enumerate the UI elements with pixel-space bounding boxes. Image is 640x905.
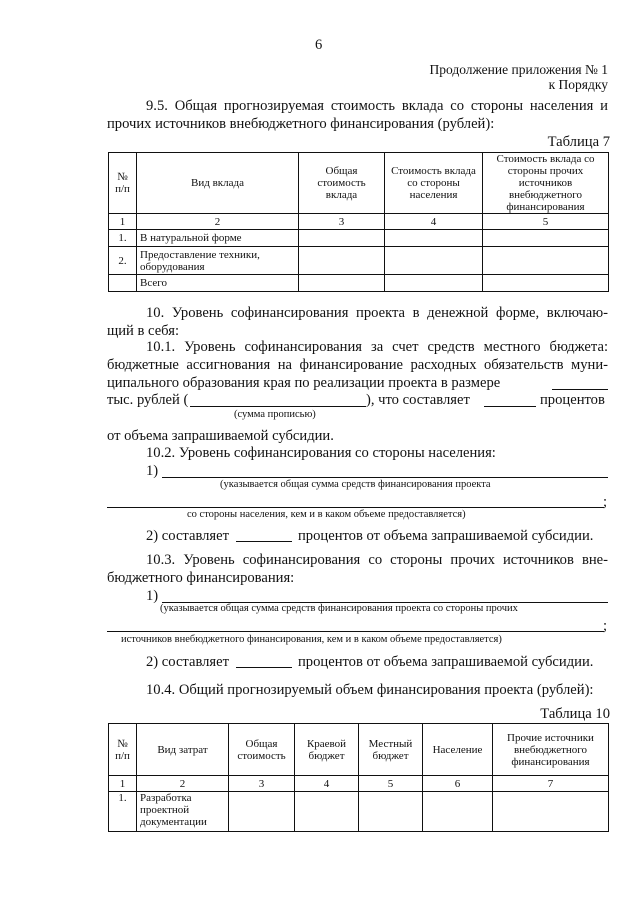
- col-number: 5: [483, 214, 609, 230]
- percent-field[interactable]: [484, 406, 536, 407]
- header-total-cost: Общая стоимость вклада: [299, 153, 385, 214]
- section-10-1-line-4b: ), что составляет: [366, 392, 470, 408]
- header-cost-type: Вид затрат: [137, 724, 229, 776]
- page-number: 6: [315, 37, 323, 53]
- header-regional-budget: Краевой бюджет: [295, 724, 359, 776]
- table-cell: [385, 230, 483, 247]
- amount-in-words-field[interactable]: [190, 406, 366, 407]
- header-other-sources-cost: Стоимость вклада со стороны прочих источников внебюджетного финансирования: [483, 153, 609, 214]
- header-local-budget: Местный бюджет: [359, 724, 423, 776]
- table-cell: [359, 792, 423, 832]
- table-cell: [229, 792, 295, 832]
- section-10-2-item-2a: 2) составляет: [146, 528, 230, 544]
- row-num: [109, 275, 137, 292]
- table-cell: [385, 247, 483, 275]
- semicolon: ;: [603, 494, 608, 510]
- other-funding-hint-2: источников внебюджетного финансирования, кем и в каком объеме предоставляется): [121, 634, 502, 645]
- row-num: 1.: [109, 792, 137, 832]
- section-10-3-item-1: 1): [146, 588, 159, 604]
- section-10-1-line-5: от объема запрашиваемой субсидии.: [107, 428, 334, 444]
- row-name: Разработка проектной документации: [137, 792, 229, 832]
- population-funding-field-1[interactable]: [162, 477, 608, 478]
- population-funding-field-2[interactable]: [107, 507, 604, 508]
- header-population: Население: [423, 724, 493, 776]
- section-10-1-line-2: бюджетные ассигнования на финансирование расходных обязательств муни-: [107, 357, 608, 373]
- population-percent-field[interactable]: [236, 541, 292, 542]
- col-number: 4: [385, 214, 483, 230]
- section-10-4-title: 10.4. Общий прогнозируемый объем финансирования проекта (рублей):: [146, 682, 594, 698]
- table-cell: [299, 247, 385, 275]
- section-9-5-line-1: 9.5. Общая прогнозируемая стоимость вклада со стороны населения и: [146, 98, 608, 114]
- section-10-line-1: 10. Уровень софинансирования проекта в денежной форме, включаю-: [146, 305, 608, 321]
- header-other-sources: Прочие источники внебюджетного финансирования: [493, 724, 609, 776]
- section-10-1-line-4a: тыс. рублей (: [107, 392, 189, 408]
- other-funding-field-2[interactable]: [107, 631, 604, 632]
- table-header-row: [109, 153, 609, 214]
- row-num: 1.: [109, 230, 137, 247]
- table-cell: [483, 275, 609, 292]
- section-9-5-line-2: прочих источников внебюджетного финансирования (рублей):: [107, 116, 495, 132]
- section-10-1-line-3: ципального образования края по реализации проекта в размере: [107, 375, 501, 391]
- col-number: 1: [109, 214, 137, 230]
- section-10-line-2: щий в себя:: [107, 323, 180, 339]
- section-10-1-line-4c: процентов: [540, 392, 605, 408]
- section-10-2-item-1: 1): [146, 463, 159, 479]
- table-cell: [295, 792, 359, 832]
- section-10-3-line-2: бюджетного финансирования:: [107, 570, 295, 586]
- header-contribution-type: Вид вклада: [137, 153, 299, 214]
- table-cell: [483, 230, 609, 247]
- col-number: 3: [299, 214, 385, 230]
- table-number-row: [109, 214, 609, 230]
- appendix-line-2: к Порядку: [548, 77, 608, 92]
- amount-in-words-hint: (сумма прописью): [234, 409, 316, 420]
- population-funding-hint-1: (указывается общая сумма средств финансирования проекта: [220, 479, 491, 490]
- amount-field[interactable]: [552, 389, 608, 390]
- table-cell: [423, 792, 493, 832]
- other-percent-field[interactable]: [236, 667, 292, 668]
- col-number: 6: [423, 776, 493, 792]
- col-number: 2: [137, 214, 299, 230]
- table-10: [108, 723, 609, 832]
- section-10-3-item-2a: 2) составляет: [146, 654, 230, 670]
- section-10-3-line-1: 10.3. Уровень софинансирования со стороны прочих источников вне-: [146, 552, 608, 568]
- table-row: [109, 230, 609, 247]
- section-10-2-item-2b: процентов от объема запрашиваемой субсидии.: [298, 528, 594, 544]
- row-name: Предоставление техники, оборудования: [137, 247, 299, 275]
- table-row: [109, 792, 609, 832]
- table-cell: [493, 792, 609, 832]
- section-10-1-line-1: 10.1. Уровень софинансирования за счет средств местного бюджета:: [146, 339, 608, 355]
- row-name: Всего: [137, 275, 299, 292]
- population-funding-hint-2: со стороны населения, кем и в каком объеме предоставляется): [187, 509, 466, 520]
- row-name: В натуральной форме: [137, 230, 299, 247]
- col-number: 2: [137, 776, 229, 792]
- row-num: 2.: [109, 247, 137, 275]
- table-7-caption: Таблица 7: [547, 134, 610, 150]
- section-10-3-item-2b: процентов от объема запрашиваемой субсидии.: [298, 654, 594, 670]
- semicolon: ;: [603, 618, 608, 634]
- header-total-cost: Общая стоимость: [229, 724, 295, 776]
- other-funding-hint-1: (указывается общая сумма средств финансирования проекта со стороны прочих: [160, 603, 518, 614]
- header-population-cost: Стоимость вклада со стороны населения: [385, 153, 483, 214]
- table-number-row: [109, 776, 609, 792]
- table-cell: [299, 275, 385, 292]
- table-row: [109, 275, 609, 292]
- table-7: [108, 152, 609, 292]
- col-number: 4: [295, 776, 359, 792]
- col-number: 7: [493, 776, 609, 792]
- col-number: 3: [229, 776, 295, 792]
- header-num: № п/п: [109, 724, 137, 776]
- table-cell: [385, 275, 483, 292]
- table-10-caption: Таблица 10: [540, 706, 610, 722]
- table-cell: [483, 247, 609, 275]
- section-10-2-title: 10.2. Уровень софинансирования со стороны населения:: [146, 445, 496, 461]
- table-row: [109, 247, 609, 275]
- col-number: 1: [109, 776, 137, 792]
- col-number: 5: [359, 776, 423, 792]
- table-cell: [299, 230, 385, 247]
- appendix-line-1: Продолжение приложения № 1: [429, 62, 608, 77]
- header-num: № п/п: [109, 153, 137, 214]
- table-header-row: [109, 724, 609, 776]
